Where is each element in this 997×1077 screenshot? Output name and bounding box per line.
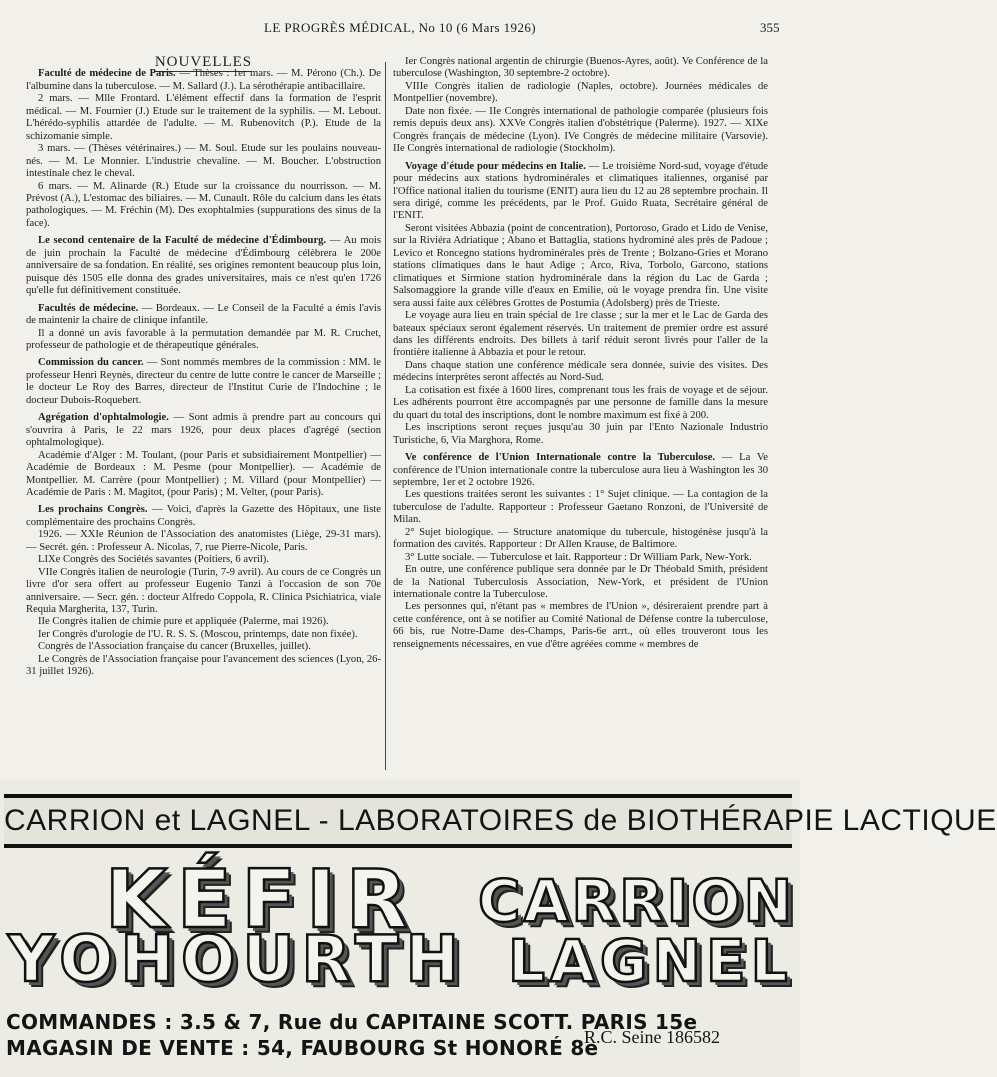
left-column: [26, 56, 381, 679]
running-header: [0, 0, 800, 40]
paragraph: 3 mars. — (Thèses vétérinaires.) — M. Soul. Etude sur les poulains nouveau-nés. — M. Le Monnier. L'industrie chevaline. — M. Boucher. L'obstruction intestinale chez le cheval.: [26, 143, 381, 180]
paragraph: Les inscriptions seront reçues jusqu'au 30 juin par l'Ento Nazionale Industrio Turistiche, 6, Via Marghora, Rome.: [393, 422, 768, 446]
advert-banner-text: CARRION et LAGNEL - LABORATOIRES de BIOTHÉRAPIE LACTIQUE: [4, 804, 997, 837]
paragraph: VIIe Congrès italien de neurologie (Turin, 7-9 avril). Au cours de ce Congrès un livre d'or sera offert au professeur Eugenio Tanzi à l'occasion de son 70e anniversaire. — Secr. gén. : docteur Alfredo Coppola, R. Clinica Psichiatrica, viale Requia Margherita, 137, Turin.: [26, 566, 381, 616]
paragraph: Ier Congrès national argentin de chirurgie (Buenos-Ayres, août). Ve Conférence de la tuberculose (Washington, 30 septembre-2 octobre).: [393, 56, 768, 80]
news-title: Voyage d'étude pour médecins en Italie.: [405, 160, 586, 172]
paragraph: Les prochains Congrès. — Voici, d'après la Gazette des Hôpitaux, une liste complémentaire des prochains Congrès.: [26, 504, 381, 528]
paragraph: Dans chaque station une conférence médicale sera donnée, suivie des visites. Des médecins interprètes seront affectés au Nord-Sud.: [393, 359, 768, 384]
paragraph: IIe Congrès italien de chimie pure et appliquée (Palerme, mai 1926).: [38, 616, 329, 628]
paragraph: 2 mars. — Mlle Frontard. L'élément effectif dans la formation de l'esprit médical. — M. Fournier (J.) Etude sur le traitement de la syphilis. — M. Lebout. L'hérédo-syphilis attardée de l'adulte. — M. Rubenovitch (P.). Etude de la schizomanie simple.: [26, 93, 381, 142]
paragraph: Seront visitées Abbazia (point de concentration), Portoroso, Grado et Lido de Venise, sur la Riviéra Adriatique ; Abano et Battaglia, stations hydrominé ales près de Padoue ; Levico et Roncegno stations hydrominérales près de Trente ; Bolzano-Gries et Morano stations climatiques dans le haut Adige ; Arco, Riva, Torbolo, Garcono, stations climatiques et Sirmione station hydrominérale dans la région du Lac de Garda ; Salsomaggiore la grande ville d'eaux en Emilie, où le voyage prendra fin. Une visite sera aussi faite aux célèbres Grottes de Postumia (Adolsberg) près de Trieste.: [393, 222, 768, 309]
paragraph: 3° Lutte sociale. — Tuberculose et lait. Rapporteur : Dr William Park, New-York.: [405, 551, 752, 563]
advert-shop-address: MAGASIN DE VENTE : 54, FAUBOURG St HONORÉ 8e: [6, 1036, 599, 1060]
paragraph: Commission du cancer. — Sont nommés membres de la commission : MM. le professeur Henri Reynès, directeur du centre de lutte contre le cancer de Marseille ; le docteur Le Roy des Barres, directeur de l'Institut Curie de l'Indochine ; le docteur Dubois-Roquebert.: [26, 357, 381, 406]
paragraph: Le voyage aura lieu en train spécial de 1re classe ; sur la mer et le Lac de Garda des bateaux spéciaux seront également réservés. Un traitement de premier ordre est assuré dans les différents endroits. Des billets à tarif réduit seront livrés pour l'aller de la frontière italienne à Abbazia et pour le retour.: [393, 310, 768, 359]
paragraph: Faculté de médecine de Paris. — Thèses : 1er mars. — M. Pérono (Ch.). De l'albumine dans la tuberculose. — M. Sallard (J.). La sérothérapie antibacillaire.: [26, 68, 381, 92]
news-title: Le second centenaire de la Faculté de médecine d'Édimbourg.: [38, 235, 327, 247]
paragraph: Ve conférence de l'Union Internationale contre la Tuberculose. — La Ve conférence de l'Union internationale contre la tuberculose aura lieu à Washington les 30 septembre, 1er et 2 octobre 1926.: [393, 452, 768, 488]
paragraph: Facultés de médecine. — Bordeaux. — Le Conseil de la Faculté a émis l'avis de maintenir la chaire de clinique infantile.: [26, 302, 381, 327]
advert-brand-lagnel: LAGNEL: [508, 927, 793, 995]
paragraph: 1926. — XXIe Réunion de l'Association des anatomistes (Liège, 29-31 mars). — Secrét. gén. : Professeur A. Nicolas, 7, rue Pierre-Nicole, Paris.: [26, 529, 381, 553]
paragraph: Voyage d'étude pour médecins en Italie. — Le troisième Nord-sud, voyage d'étude pour médecins aux stations hydrominérales et climatiques italiennes, organisé par l'Office national italien du tourisme (ENIT) aura lieu du 12 au 28 septembre prochain. Il sera dirigé, comme les précédents, par le Prof. Guido Ruata, Secrétaire général de l'ENIT.: [393, 160, 768, 222]
paragraph: Le second centenaire de la Faculté de médecine d'Édimbourg. — Au mois de juin prochain la Faculté de médecine d'Édimbourg célèbrera le 200e anniversaire de sa fondation. En réalité, ses origines remontent beaucoup plus loin, puisque dès 1505 elle donna des grades universitaires, mais ce n'est qu'en 1726 qu'elle fut définitivement constituée.: [26, 235, 381, 297]
advertisement: [0, 780, 997, 1077]
paragraph: Les questions traitées seront les suivantes : 1° Sujet clinique. — La contagion de la tuberculose de l'adulte. Rapporteur : Professeur Gaetano Ronzoni, de l'Université de Milan.: [393, 489, 768, 526]
advert-brand-carrion: CARRION: [478, 867, 796, 935]
paragraph: La cotisation est fixée à 1600 lires, comprenant tous les frais de voyage et de séjour. Les adhérents pourront être accompagnés par une personne de famille dans la mesure du quart du total des inscriptions, dont le nombre maximum est fixé à 200.: [393, 384, 768, 421]
advert-orders-address: COMMANDES : 3.5 & 7, Rue du CAPITAINE SCOTT. PARIS 15e: [6, 1010, 698, 1034]
paragraph: Il a donné un avis favorable à la permutation demandée par M. R. Cruchet, professeur de pathologie et de thérapeutique générales.: [26, 327, 381, 351]
paragraph: 2° Sujet biologique. — Structure anatomique du tubercule, histogénèse jusqu'à la formation des cavités. Rapporteur : Dr Allen Krause, de Baltimore.: [393, 526, 768, 551]
news-title: Ve conférence de l'Union Internationale contre la Tuberculose.: [405, 452, 716, 464]
paragraph: VIIIe Congrès italien de radiologie (Naples, octobre). Journées médicales de Montpellier (novembre).: [393, 80, 768, 105]
paragraph: LIXe Congrès des Sociétés savantes (Poitiers, 6 avril).: [38, 554, 269, 566]
journal-title: LE PROGRÈS MÉDICAL, No 10 (6 Mars 1926): [264, 20, 536, 35]
column-divider: [385, 62, 386, 770]
advert-registry-number: R.C. Seine 186582: [584, 1027, 721, 1047]
advert-product-yohourth: YOHOURTH: [8, 923, 467, 997]
advert-banner: [4, 794, 997, 848]
advert-product-kefir: KÉFIR: [105, 853, 418, 946]
paragraph: Le Congrès de l'Association française pour l'avancement des sciences (Lyon, 26-31 juillet 1926).: [26, 653, 381, 678]
paragraph: Congrès de l'Association française du cancer (Bruxelles, juillet).: [38, 641, 311, 653]
section-heading: NOUVELLES: [154, 54, 253, 70]
news-title: Facultés de médecine.: [38, 302, 139, 314]
news-title: Les prochains Congrès.: [38, 504, 148, 516]
news-title: Agrégation d'ophtalmologie.: [38, 412, 169, 424]
paragraph: Les personnes qui, n'étant pas « membres de l'Union », désireraient prendre part à cette conférence, ont à se notifier au Comité National de Défense contre la tuberculose, 66 bis, rue Notre-Dame des-Champs, Paris-6e arrt., où elles trouveront tous les renseignements nécessaires, en vue d'être agréées comme « membres de: [393, 601, 768, 650]
paragraph: Date non fixée. — IIe Congrès international de pathologie comparée (plusieurs fois remis depuis deux ans). XXVe Congrès italien d'obstétrique (Palerme). 1927. — XIXe Congrès français de médecine (Lyon). IVe Congrès de médecine militaire (Varsovie). IIe Congrès international de radiologie (Stockholm).: [393, 105, 768, 155]
page-number: 355: [760, 20, 780, 35]
news-title: Faculté de médecine de Paris.: [38, 68, 176, 80]
news-title: Commission du cancer.: [38, 357, 144, 369]
right-column: [393, 56, 768, 651]
paragraph: En outre, une conférence publique sera donnée par le Dr Théobald Smith, président de la National Tuberculosis Association, New-York, et président de l'Union internationale contre la Tuberculose.: [393, 564, 768, 601]
paragraph: Agrégation d'ophtalmologie. — Sont admis à prendre part au concours qui s'ouvrira à Paris, le 22 mars 1926, pour deux places d'agrégé (section ophtalmologique).: [26, 412, 381, 449]
paragraph: Académie d'Alger : M. Toulant, (pour Paris et subsidiairement Montpellier) — Académie de Bordeaux : M. Pesme (pour Montpellier). — Académie de Montpellier. M. Carrère (pour Montpellier) ; M. Villard (pour Montpellier) — Académie de Paris : M. Magitot, (pour Paris) ; M. Velter, (pour Paris).: [26, 449, 381, 498]
paragraph: Ier Congrès d'urologie de l'U. R. S. S. (Moscou, printemps, date non fixée).: [38, 628, 358, 640]
paragraph: 6 mars. — M. Alinarde (R.) Etude sur la croissance du nourrisson. — M. Prévost (A.), L'estomac des biliaires. — M. Cunault. Rôle du calcium dans les états pathologiques. — M. Fréchin (M). Des exophtalmies (suppurations des sinus de la face).: [26, 180, 381, 229]
